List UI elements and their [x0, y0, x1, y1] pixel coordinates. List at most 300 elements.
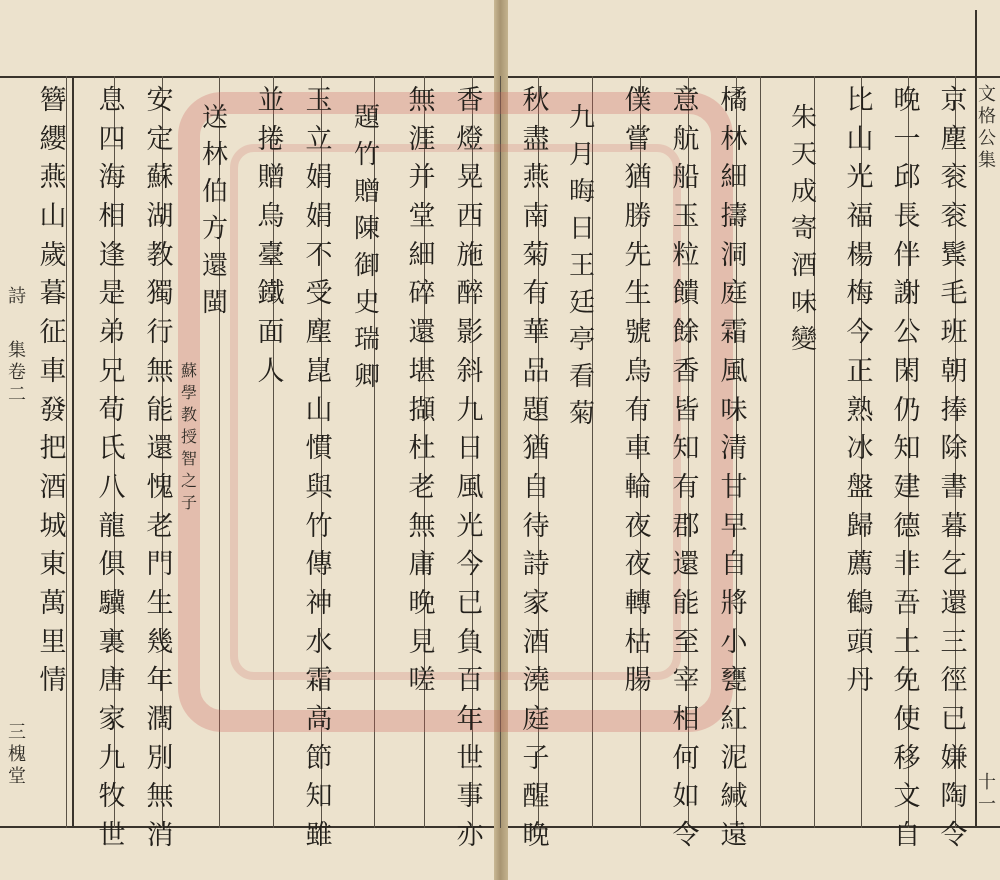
glyph: 乞	[940, 549, 968, 581]
glyph: 無	[146, 355, 174, 387]
glyph: 移	[893, 742, 921, 774]
glyph: 裏	[98, 626, 126, 658]
glyph: 閩	[201, 288, 228, 318]
glyph: 氏	[98, 433, 126, 465]
glyph: 猶	[522, 433, 550, 465]
text-column	[297, 82, 341, 856]
glyph: 還	[672, 549, 700, 581]
glyph: 方	[201, 214, 228, 244]
glyph: 子	[522, 742, 550, 774]
glyph: 冰	[846, 433, 874, 465]
glyph: 子	[180, 493, 197, 512]
glyph: 槐	[8, 744, 26, 765]
glyph: 世	[98, 820, 126, 852]
glyph: 夜	[624, 510, 652, 542]
glyph: 九	[456, 394, 484, 426]
poem-title-column	[782, 100, 826, 359]
glyph: 蘇	[180, 361, 197, 380]
glyph: 有	[672, 471, 700, 503]
glyph: 紅	[720, 704, 748, 735]
glyph: 歸	[846, 510, 874, 542]
glyph: 日	[568, 214, 595, 244]
glyph: 如	[672, 781, 700, 813]
glyph: 山	[39, 201, 67, 233]
glyph: 清	[720, 433, 748, 465]
glyph: 文	[978, 84, 996, 105]
glyph: 公	[978, 128, 996, 149]
glyph: 立	[305, 123, 333, 155]
glyph: 題	[353, 103, 380, 133]
glyph: 教	[146, 239, 174, 271]
glyph: 正	[846, 355, 874, 387]
glyph: 文	[893, 781, 921, 813]
glyph: 無	[408, 85, 436, 116]
glyph: 霜	[720, 317, 748, 349]
glyph: 晦	[568, 177, 595, 207]
glyph: 贈	[257, 162, 285, 194]
glyph: 粒	[672, 239, 700, 271]
glyph: 嫌	[940, 742, 968, 774]
glyph: 閑	[893, 355, 921, 387]
glyph: 香	[672, 355, 700, 387]
column-rule	[500, 76, 501, 828]
glyph: 贈	[353, 177, 380, 207]
glyph: 受	[305, 278, 333, 310]
glyph: 竹	[353, 140, 380, 170]
glyph: 愧	[146, 471, 174, 503]
glyph: 影	[456, 317, 484, 349]
glyph: 歲	[39, 239, 67, 271]
glyph: 公	[893, 317, 921, 349]
margin-volume-label	[8, 340, 26, 406]
glyph: 定	[146, 123, 174, 155]
glyph: 小	[720, 626, 748, 658]
text-column	[932, 82, 976, 856]
glyph: 崑	[305, 355, 333, 387]
glyph: 水	[305, 626, 333, 658]
glyph: 授	[180, 427, 197, 446]
glyph: 傳	[305, 549, 333, 581]
glyph: 萬	[39, 587, 67, 619]
glyph: 熟	[846, 394, 874, 426]
glyph: 俱	[98, 549, 126, 581]
glyph: 霜	[305, 665, 333, 697]
glyph: 暮	[940, 510, 968, 542]
glyph: 令	[940, 820, 968, 852]
glyph: 泥	[720, 742, 748, 774]
glyph: 擷	[408, 394, 436, 426]
glyph: 意	[672, 85, 700, 116]
glyph: 毛	[940, 278, 968, 310]
glyph: 並	[257, 85, 285, 116]
glyph: 蘇	[146, 162, 174, 194]
glyph: 日	[456, 433, 484, 465]
glyph: 別	[146, 742, 174, 774]
glyph: 盤	[846, 471, 874, 503]
glyph: 玉	[305, 85, 333, 116]
glyph: 高	[305, 704, 333, 735]
glyph: 味	[720, 394, 748, 426]
glyph: 百	[456, 665, 484, 697]
poem-title-column	[193, 100, 237, 322]
glyph: 纓	[39, 123, 67, 155]
glyph: 徑	[940, 665, 968, 697]
glyph: 生	[146, 587, 174, 619]
glyph: 晃	[456, 162, 484, 194]
glyph: 十	[978, 772, 996, 793]
glyph: 建	[893, 471, 921, 503]
glyph: 史	[353, 288, 380, 318]
glyph: 長	[893, 201, 921, 233]
glyph: 皆	[672, 394, 700, 426]
glyph: 王	[568, 251, 595, 281]
glyph: 送	[201, 103, 228, 133]
glyph: 郡	[672, 510, 700, 542]
glyph: 今	[456, 549, 484, 581]
poem-title-column	[345, 100, 389, 396]
glyph: 輪	[624, 471, 652, 503]
text-column	[249, 82, 293, 392]
glyph: 成	[790, 177, 817, 207]
glyph: 有	[522, 278, 550, 310]
glyph: 陶	[940, 781, 968, 813]
glyph: 廷	[568, 288, 595, 318]
glyph: 邱	[893, 162, 921, 194]
glyph: 龍	[98, 510, 126, 542]
glyph: 堂	[8, 766, 26, 787]
glyph: 看	[568, 362, 595, 392]
glyph: 無	[408, 510, 436, 542]
glyph: 家	[522, 587, 550, 619]
glyph: 夜	[624, 549, 652, 581]
glyph: 華	[522, 317, 550, 349]
glyph: 臺	[257, 239, 285, 271]
glyph: 集	[978, 150, 996, 171]
glyph: 甘	[720, 471, 748, 503]
glyph: 庭	[720, 278, 748, 310]
glyph: 二	[8, 384, 26, 405]
glyph: 八	[98, 471, 126, 503]
glyph: 行	[146, 317, 174, 349]
glyph: 三	[940, 626, 968, 658]
glyph: 學	[180, 383, 197, 402]
glyph: 伴	[893, 239, 921, 271]
glyph: 車	[39, 355, 67, 387]
glyph: 詩	[8, 286, 26, 307]
margin-section-label	[8, 286, 26, 308]
margin-book-title	[978, 84, 996, 172]
glyph: 吾	[893, 587, 921, 619]
glyph: 德	[893, 510, 921, 542]
glyph: 遠	[720, 820, 748, 852]
glyph: 比	[846, 85, 874, 116]
glyph: 瑞	[353, 325, 380, 355]
glyph: 發	[39, 394, 67, 426]
glyph: 題	[522, 394, 550, 426]
text-column	[138, 82, 182, 856]
glyph: 勝	[624, 201, 652, 233]
glyph: 與	[305, 471, 333, 503]
glyph: 醒	[522, 781, 550, 813]
glyph: 橘	[720, 85, 748, 116]
glyph: 船	[672, 162, 700, 194]
glyph: 非	[893, 549, 921, 581]
glyph: 今	[846, 317, 874, 349]
glyph: 海	[98, 162, 126, 194]
glyph: 嘗	[624, 123, 652, 155]
glyph: 烏	[624, 355, 652, 387]
glyph: 捲	[257, 123, 285, 155]
glyph: 智	[180, 449, 197, 468]
glyph: 九	[568, 103, 595, 133]
glyph: 幾	[146, 626, 174, 658]
glyph: 竹	[305, 510, 333, 542]
glyph: 京	[940, 85, 968, 116]
glyph: 生	[624, 278, 652, 310]
margin-publisher	[8, 722, 26, 788]
glyph: 丹	[846, 665, 874, 697]
text-column	[90, 82, 134, 856]
glyph: 細	[720, 162, 748, 194]
glyph: 將	[720, 587, 748, 619]
glyph: 細	[408, 239, 436, 271]
text-column	[448, 82, 492, 856]
glyph: 知	[672, 433, 700, 465]
glyph: 書	[940, 471, 968, 503]
glyph: 伯	[201, 177, 228, 207]
glyph: 饋	[672, 278, 700, 310]
glyph: 澆	[522, 665, 550, 697]
glyph: 還	[146, 433, 174, 465]
glyph: 早	[720, 510, 748, 542]
glyph: 碎	[408, 278, 436, 310]
left-bottom-border	[0, 826, 494, 828]
glyph: 酒	[522, 626, 550, 658]
glyph: 荀	[98, 394, 126, 426]
glyph: 慣	[305, 433, 333, 465]
glyph: 僕	[624, 85, 652, 116]
glyph: 玉	[672, 201, 700, 233]
glyph: 天	[790, 140, 817, 170]
glyph: 負	[456, 626, 484, 658]
glyph: 東	[39, 549, 67, 581]
glyph: 并	[408, 162, 436, 194]
glyph: 卷	[8, 362, 26, 383]
left-top-border	[0, 76, 494, 78]
glyph: 何	[672, 742, 700, 774]
glyph: 酒	[790, 251, 817, 281]
glyph: 逢	[98, 239, 126, 271]
glyph: 燕	[522, 162, 550, 194]
glyph: 楊	[846, 239, 874, 271]
glyph: 風	[456, 471, 484, 503]
glyph: 唐	[98, 665, 126, 697]
glyph: 山	[846, 123, 874, 155]
glyph: 兄	[98, 355, 126, 387]
glyph: 謝	[893, 278, 921, 310]
glyph: 號	[624, 317, 652, 349]
glyph: 年	[456, 704, 484, 735]
glyph: 還	[940, 587, 968, 619]
glyph: 九	[98, 742, 126, 774]
glyph: 相	[672, 704, 700, 735]
glyph: 庭	[522, 704, 550, 735]
text-column	[838, 82, 882, 701]
glyph: 一	[893, 123, 921, 155]
glyph: 使	[893, 704, 921, 735]
glyph: 西	[456, 201, 484, 233]
glyph: 還	[201, 251, 228, 281]
glyph: 不	[305, 239, 333, 271]
glyph: 堪	[408, 355, 436, 387]
glyph: 安	[146, 85, 174, 116]
glyph: 醉	[456, 278, 484, 310]
glyph: 格	[978, 106, 996, 127]
glyph: 自	[522, 471, 550, 503]
glyph: 卿	[353, 362, 380, 392]
glyph: 捧	[940, 394, 968, 426]
glyph: 里	[39, 626, 67, 658]
glyph: 門	[146, 549, 174, 581]
column-rule	[760, 76, 761, 828]
glyph: 雖	[305, 820, 333, 852]
glyph: 朱	[790, 103, 817, 133]
glyph: 待	[522, 510, 550, 542]
glyph: 已	[456, 587, 484, 619]
glyph: 塵	[940, 123, 968, 155]
margin-folio-number	[978, 772, 996, 816]
text-column	[514, 82, 558, 856]
glyph: 亦	[456, 820, 484, 852]
glyph: 詩	[522, 549, 550, 581]
glyph: 已	[940, 704, 968, 735]
glyph: 暮	[39, 278, 67, 310]
text-column	[664, 82, 708, 856]
glyph: 光	[846, 162, 874, 194]
glyph: 擣	[720, 201, 748, 233]
glyph: 教	[180, 405, 197, 424]
glyph: 晚	[408, 587, 436, 619]
glyph: 至	[672, 626, 700, 658]
glyph: 朝	[940, 355, 968, 387]
glyph: 鶴	[846, 587, 874, 619]
glyph: 情	[39, 665, 67, 697]
glyph: 餘	[672, 317, 700, 349]
glyph: 宰	[672, 665, 700, 697]
glyph: 免	[893, 665, 921, 697]
glyph: 衮	[940, 201, 968, 233]
glyph: 除	[940, 433, 968, 465]
glyph: 車	[624, 433, 652, 465]
glyph: 仍	[893, 394, 921, 426]
glyph: 娟	[305, 201, 333, 233]
glyph: 烏	[257, 201, 285, 233]
glyph: 神	[305, 587, 333, 619]
glyph: 面	[257, 317, 285, 349]
text-column	[616, 82, 660, 701]
glyph: 斜	[456, 355, 484, 387]
glyph: 林	[720, 123, 748, 155]
glyph: 人	[257, 355, 285, 387]
glyph: 世	[456, 742, 484, 774]
text-column	[31, 82, 75, 701]
glyph: 光	[456, 510, 484, 542]
text-column	[400, 82, 444, 701]
glyph: 林	[201, 140, 228, 170]
glyph: 自	[720, 549, 748, 581]
glyph: 山	[305, 394, 333, 426]
glyph: 南	[522, 201, 550, 233]
glyph: 事	[456, 781, 484, 813]
glyph: 緘	[720, 781, 748, 813]
glyph: 腸	[624, 665, 652, 697]
glyph: 梅	[846, 278, 874, 310]
text-column	[712, 82, 756, 856]
glyph: 風	[720, 355, 748, 387]
glyph: 土	[893, 626, 921, 658]
glyph: 見	[408, 626, 436, 658]
glyph: 先	[624, 239, 652, 271]
glyph: 菊	[568, 399, 595, 429]
glyph: 有	[624, 394, 652, 426]
glyph: 寄	[790, 214, 817, 244]
glyph: 能	[672, 587, 700, 619]
glyph: 鬂	[940, 239, 968, 271]
glyph: 杜	[408, 433, 436, 465]
glyph: 菊	[522, 239, 550, 271]
glyph: 簪	[39, 85, 67, 116]
glyph: 枯	[624, 626, 652, 658]
glyph: 能	[146, 394, 174, 426]
glyph: 征	[39, 317, 67, 349]
glyph: 變	[790, 325, 817, 355]
glyph: 相	[98, 201, 126, 233]
glyph: 弟	[98, 317, 126, 349]
glyph: 老	[408, 471, 436, 503]
glyph: 猶	[624, 162, 652, 194]
glyph: 燈	[456, 123, 484, 155]
glyph: 御	[353, 251, 380, 281]
glyph: 航	[672, 123, 700, 155]
glyph: 年	[146, 665, 174, 697]
glyph: 消	[146, 820, 174, 852]
glyph: 衮	[940, 162, 968, 194]
glyph: 亭	[568, 325, 595, 355]
glyph: 牧	[98, 781, 126, 813]
glyph: 塵	[305, 317, 333, 349]
glyph: 老	[146, 510, 174, 542]
glyph: 福	[846, 201, 874, 233]
glyph: 家	[98, 704, 126, 735]
glyph: 城	[39, 510, 67, 542]
glyph: 酒	[39, 471, 67, 503]
glyph: 節	[305, 742, 333, 774]
glyph: 獨	[146, 278, 174, 310]
glyph: 品	[522, 355, 550, 387]
glyph: 一	[978, 794, 996, 815]
glyph: 燕	[39, 162, 67, 194]
glyph: 月	[568, 140, 595, 170]
glyph: 湖	[146, 201, 174, 233]
glyph: 三	[8, 722, 26, 743]
glyph: 味	[790, 288, 817, 318]
glyph: 嗟	[408, 665, 436, 697]
glyph: 甕	[720, 665, 748, 697]
glyph: 之	[180, 471, 197, 490]
glyph: 薦	[846, 549, 874, 581]
glyph: 頭	[846, 626, 874, 658]
poem-title-column	[560, 100, 604, 433]
